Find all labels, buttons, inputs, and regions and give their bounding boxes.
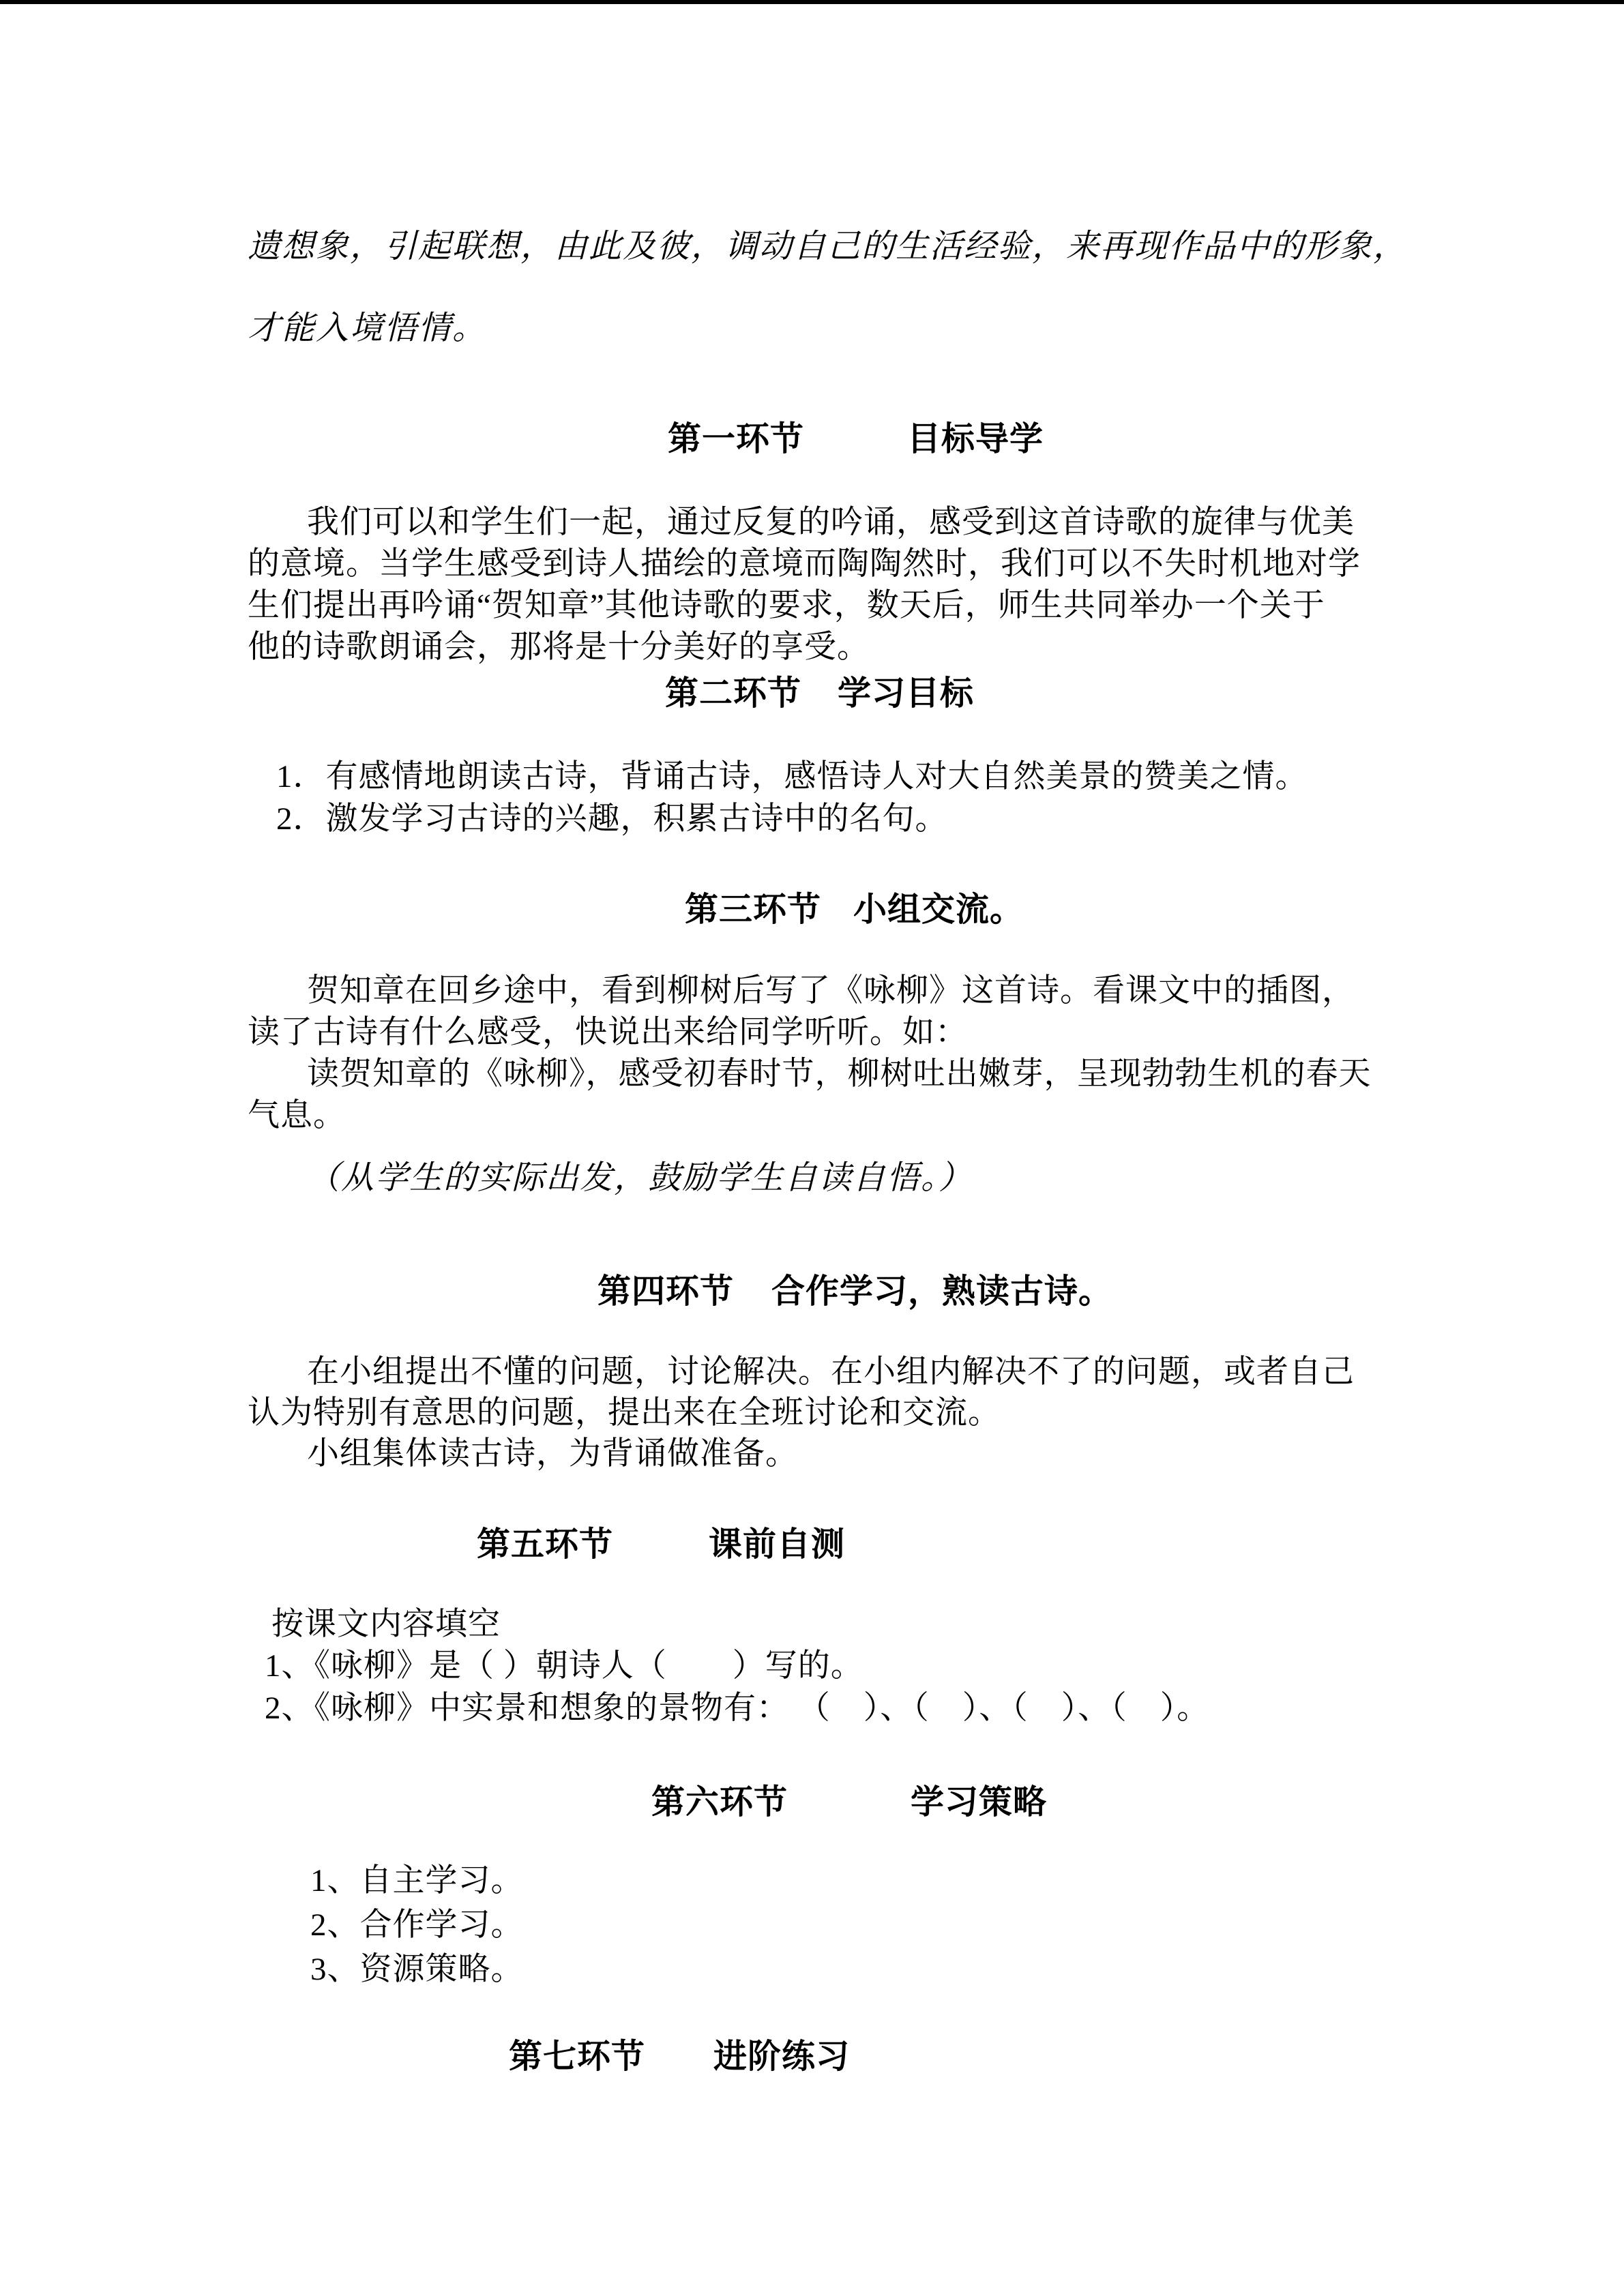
heading-6-number: 第六环节 — [651, 1783, 788, 1821]
paragraph-line: 生们提出再吟诵“贺知章”其他诗歌的要求，数天后，师生共同举办一个关于 — [248, 588, 1325, 623]
paragraph-line: 的意境。当学生感受到诗人描绘的意境而陶陶然时，我们可以不失时机地对学 — [248, 546, 1361, 582]
strategy-item: 3、资源策略。 — [310, 1952, 524, 1987]
heading-section-7 — [509, 2030, 850, 2078]
heading-3-number: 第三环节 — [685, 891, 822, 928]
heading-5-number: 第五环节 — [477, 1525, 614, 1563]
heading-6-title: 学习策略 — [911, 1783, 1048, 1821]
paragraph-line: 在小组提出不懂的问题，讨论解决。在小组内解决不了的问题，或者自己 — [307, 1354, 1355, 1390]
page-top-border — [0, 0, 1624, 4]
heading-5-title: 课前自测 — [709, 1525, 846, 1563]
heading-2-title: 学习目标 — [838, 674, 975, 712]
strategy-item: 1、自主学习。 — [310, 1863, 524, 1898]
goal-item: 2．激发学习古诗的兴趣，积累古诗中的名句。 — [276, 801, 948, 837]
paragraph-line: 气息。 — [248, 1098, 346, 1133]
heading-1-number: 第一环节 — [668, 420, 805, 458]
heading-section-1 — [668, 413, 1044, 460]
quiz-item: 1、《咏柳》是（ ）朝诗人（ ）写的。 — [265, 1648, 863, 1684]
heading-1-title: 目标导学 — [907, 420, 1044, 458]
heading-2-number: 第二环节 — [665, 674, 802, 712]
heading-section-6 — [651, 1776, 1047, 1823]
heading-7-title: 进阶练习 — [713, 2038, 851, 2075]
heading-7-number: 第七环节 — [509, 2038, 646, 2075]
paragraph-line: 读了古诗有什么感受，快说出来给同学听听。如： — [248, 1015, 968, 1050]
quiz-item: 2、《咏柳》中实景和想象的景物有： （ ）、（ ）、（ ）、（ ）。 — [265, 1690, 1210, 1726]
paragraph-line: 他的诗歌朗诵会，那将是十分美好的享受。 — [248, 629, 870, 665]
paragraph-line: 读贺知章的《咏柳》，感受初春时节，柳树吐出嫩芽，呈现勃勃生机的春天 — [307, 1056, 1372, 1092]
heading-section-4 — [597, 1265, 1112, 1313]
opening-line: 遗想象，引起联想，由此及彼，调动自己的生活经验，来再现作品中的形象， — [248, 228, 1408, 265]
heading-section-5 — [477, 1518, 845, 1566]
teacher-note: （从学生的实际出发，鼓励学生自读自悟。） — [307, 1160, 973, 1196]
heading-4-title: 合作学习，熟读古诗。 — [771, 1272, 1113, 1310]
goal-item: 1．有感情地朗读古诗，背诵古诗，感悟诗人对大自然美景的赞美之情。 — [276, 759, 1308, 794]
opening-line: 才能入境悟情。 — [248, 310, 487, 346]
paragraph-line: 贺知章在回乡途中，看到柳树后写了《咏柳》这首诗。看课文中的插图， — [307, 973, 1355, 1009]
paragraph-line: 我们可以和学生们一起，通过反复的吟诵，感受到这首诗歌的旋律与优美 — [307, 505, 1355, 540]
paragraph-line: 认为特别有意思的问题，提出来在全班讨论和交流。 — [248, 1395, 1001, 1431]
heading-section-3 — [685, 883, 1024, 931]
heading-4-number: 第四环节 — [597, 1272, 735, 1310]
heading-section-2 — [665, 667, 974, 715]
paragraph-line: 小组集体读古诗，为背诵做准备。 — [307, 1436, 798, 1472]
strategy-item: 2、合作学习。 — [310, 1907, 524, 1943]
quiz-intro: 按课文内容填空 — [271, 1607, 501, 1642]
heading-3-title: 小组交流。 — [853, 891, 1024, 928]
